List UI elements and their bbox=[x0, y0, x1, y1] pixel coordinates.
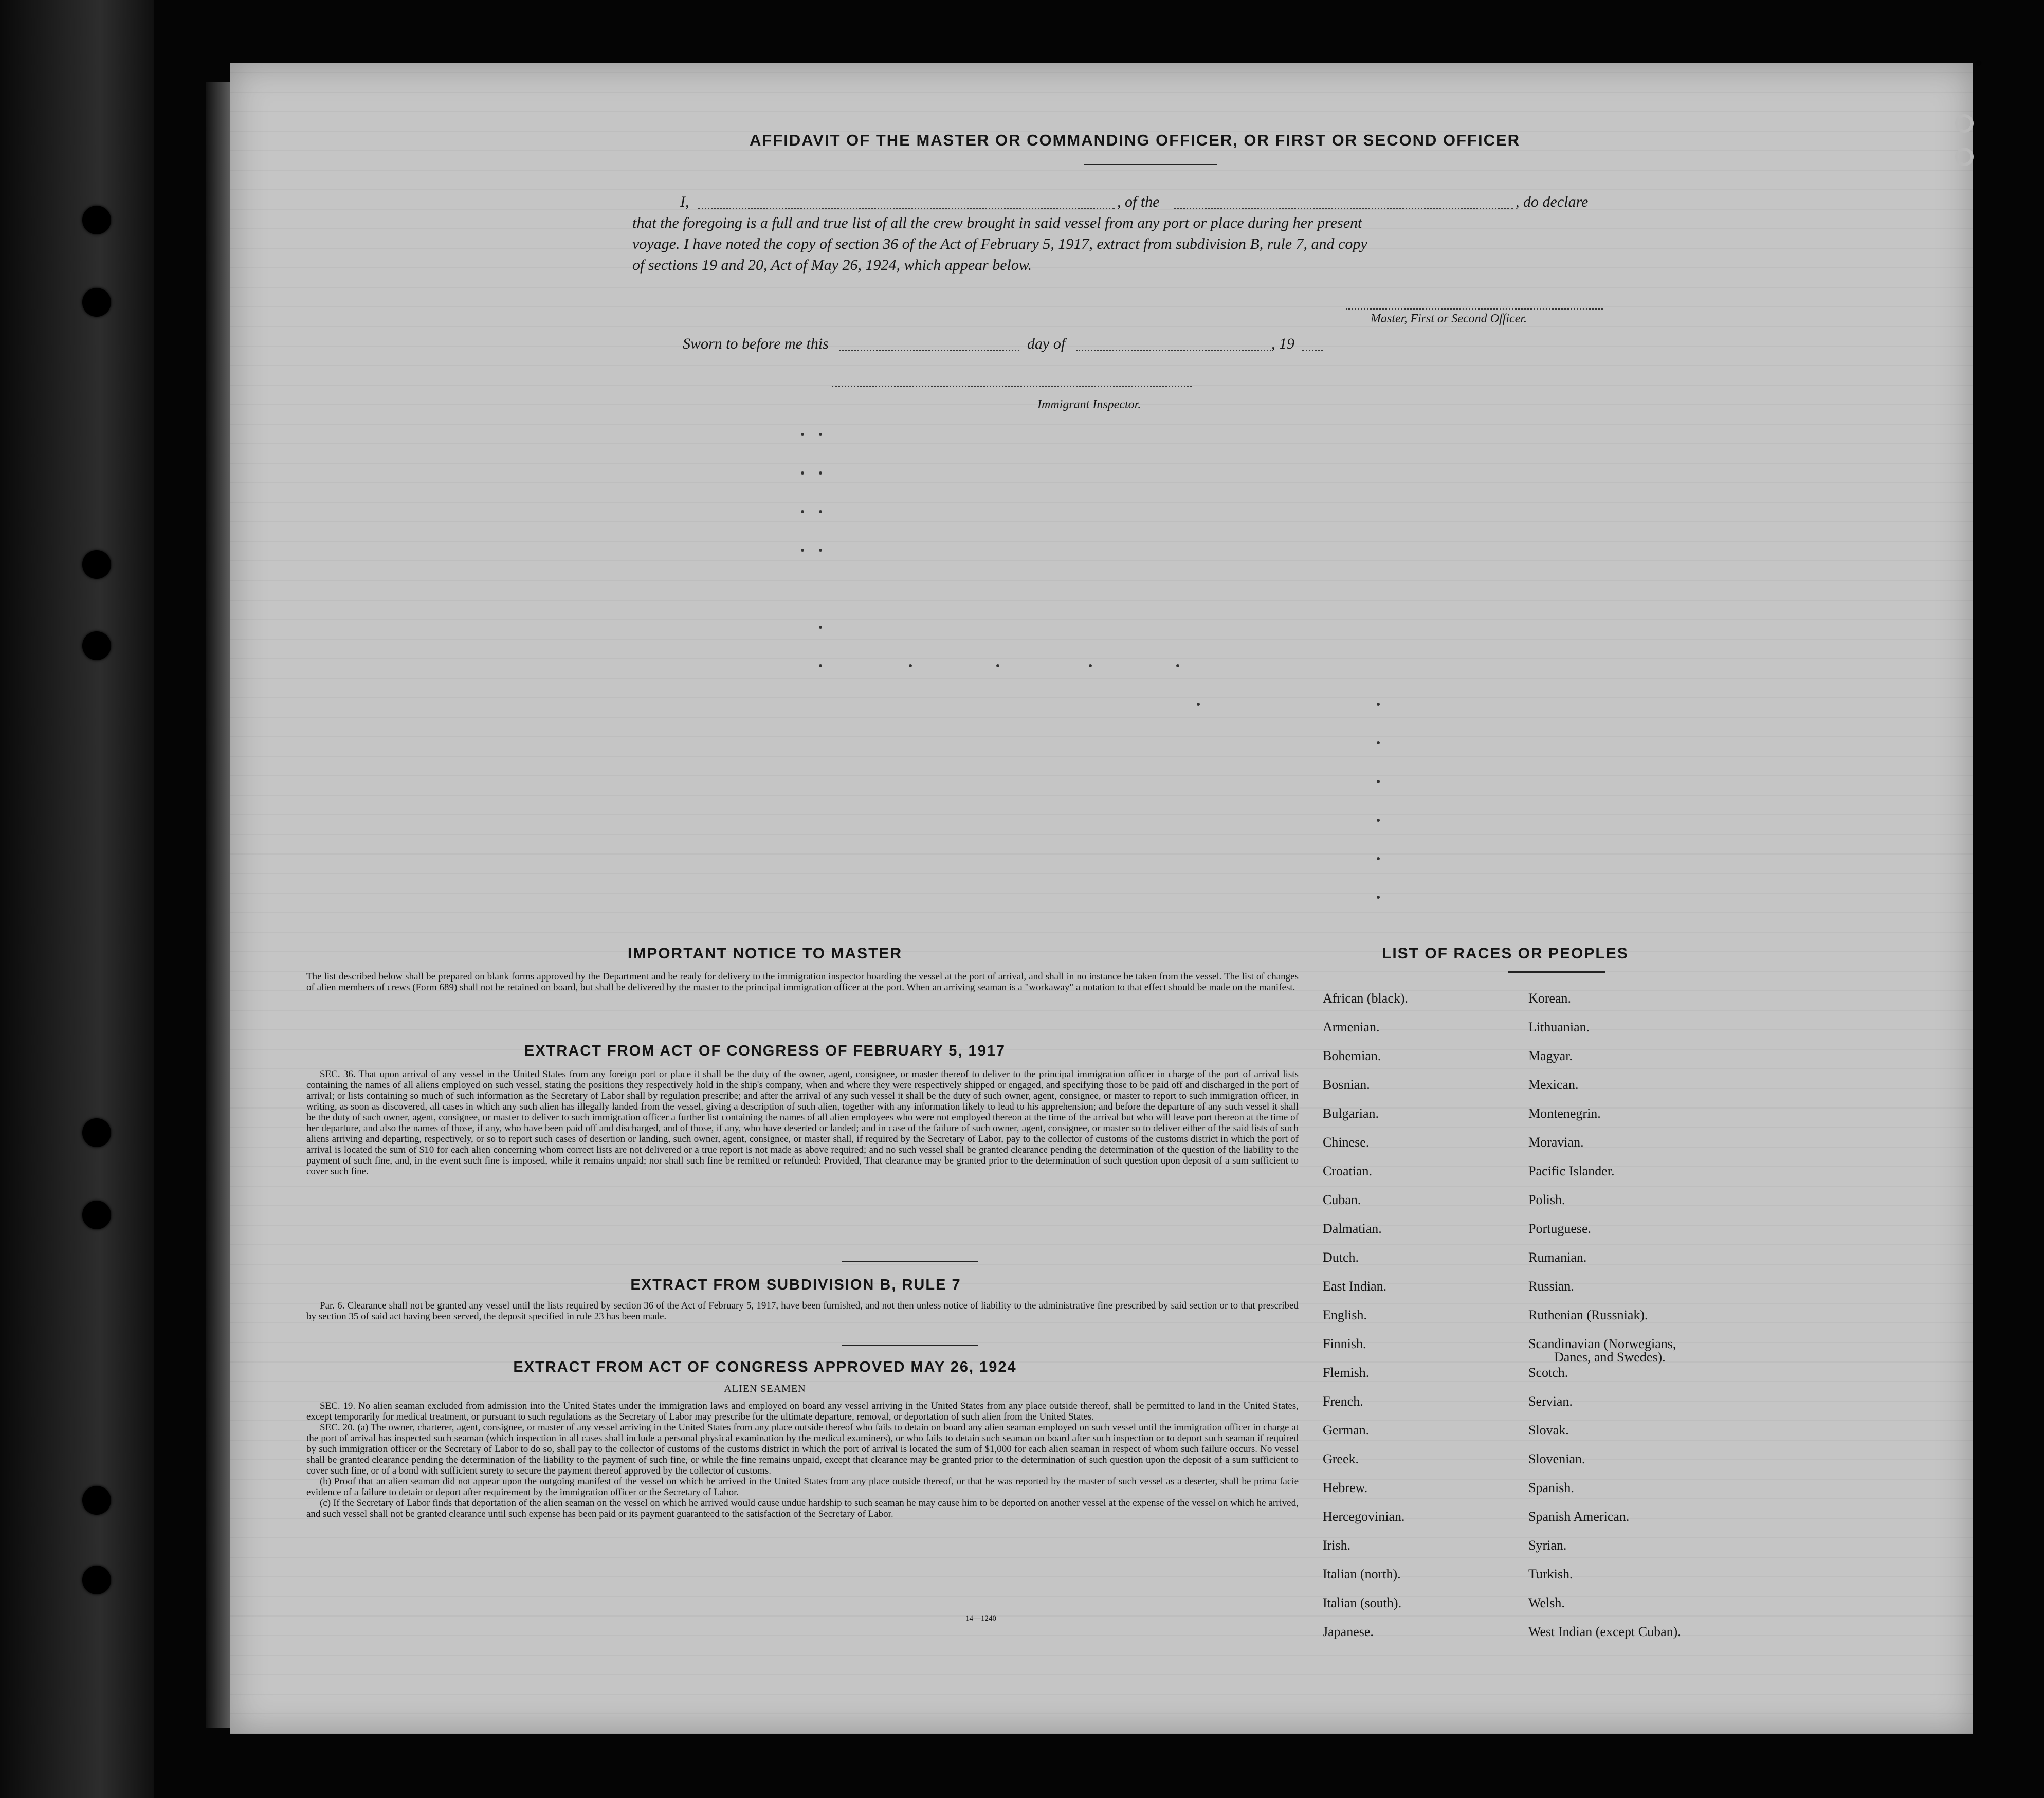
binding-hole bbox=[82, 1118, 111, 1147]
races-heading-rule bbox=[1508, 971, 1605, 973]
mark bbox=[819, 549, 822, 552]
extract-1917-heading: EXTRACT FROM ACT OF CONGRESS OF FEBRUARY 5, 1917 bbox=[524, 1043, 1006, 1059]
race-left: Irish. bbox=[1323, 1538, 1351, 1553]
race-row bbox=[1323, 1451, 1755, 1480]
binding-hole bbox=[82, 1486, 111, 1515]
mark bbox=[819, 664, 822, 667]
race-row bbox=[1323, 1365, 1755, 1394]
extract-1924-body bbox=[306, 1401, 1299, 1519]
races-table bbox=[1323, 991, 1755, 1653]
race-left: Dalmatian. bbox=[1323, 1221, 1382, 1236]
race-left: Dutch. bbox=[1323, 1250, 1359, 1265]
race-right: Scotch. bbox=[1528, 1365, 1568, 1380]
race-row bbox=[1323, 1135, 1755, 1164]
race-left: Bohemian. bbox=[1323, 1048, 1381, 1063]
race-right: Montenegrin. bbox=[1528, 1106, 1601, 1121]
race-right: Portuguese. bbox=[1528, 1221, 1592, 1236]
form-number: 14—1240 bbox=[965, 1614, 996, 1623]
race-right: Turkish. bbox=[1528, 1567, 1573, 1582]
race-right: Russian. bbox=[1528, 1279, 1574, 1294]
race-left: Japanese. bbox=[1323, 1624, 1374, 1639]
race-left: Cuban. bbox=[1323, 1192, 1361, 1207]
affidavit-heading: AFFIDAVIT OF THE MASTER OR COMMANDING OFFICER, OR FIRST OR SECOND OFFICER bbox=[750, 131, 1521, 149]
race-row bbox=[1323, 1221, 1755, 1250]
race-right bbox=[1528, 1336, 1755, 1365]
day-of-label: day of bbox=[1027, 335, 1066, 352]
mark bbox=[1176, 664, 1179, 667]
race-left: Chinese. bbox=[1323, 1135, 1370, 1150]
race-left: Croatian. bbox=[1323, 1164, 1373, 1178]
race-left: Italian (north). bbox=[1323, 1567, 1401, 1582]
race-right: Servian. bbox=[1528, 1394, 1573, 1409]
race-left: African (black). bbox=[1323, 991, 1409, 1006]
race-row bbox=[1323, 1423, 1755, 1451]
race-right: Polish. bbox=[1528, 1192, 1565, 1207]
binding-hole bbox=[82, 1566, 111, 1594]
inspector-signature-line[interactable] bbox=[832, 386, 1192, 387]
mark bbox=[1377, 780, 1380, 783]
i-label: I, bbox=[680, 193, 689, 210]
mark bbox=[1377, 896, 1380, 899]
notice-text: The list described below shall be prepared on blank forms approved by the Department and be ready for delivery to the immigration inspector boarding the vessel at the port of arrival, and shall in no instance be taken from the vessel. The list of changes of alien members of crews (Form 689) shall not be retained on board, but shall be delivered by the master to the principal immigration officer at the port. When an arriving seaman is a "workaway" a notation to that effect should be made on the manifest. bbox=[306, 971, 1299, 993]
mark bbox=[801, 471, 804, 475]
race-row bbox=[1323, 1048, 1755, 1077]
year-prefix: , 19 bbox=[1271, 335, 1294, 352]
mark bbox=[819, 433, 822, 436]
mark bbox=[819, 510, 822, 513]
race-right-continuation: Danes, and Swedes). bbox=[1554, 1350, 1666, 1365]
extract-1917-rule bbox=[842, 1261, 978, 1262]
extract-rule7-text: Par. 6. Clearance shall not be granted any vessel until the lists required by section 36 of the Act of February 5, 1917, have been furnished, and not then unless notice of liability to the administrative fine prescribed by said section or to that prescribed by section 35 of said act having been served, the deposit specified in rule 23 has been made. bbox=[306, 1300, 1299, 1322]
race-left: Bulgarian. bbox=[1323, 1106, 1379, 1121]
race-row bbox=[1323, 1250, 1755, 1279]
mark bbox=[1377, 819, 1380, 822]
race-row bbox=[1323, 1279, 1755, 1307]
mark bbox=[819, 626, 822, 629]
race-right: Spanish. bbox=[1528, 1480, 1574, 1495]
race-right: Magyar. bbox=[1528, 1048, 1573, 1063]
race-row bbox=[1323, 991, 1755, 1020]
race-right: Pacific Islander. bbox=[1528, 1164, 1615, 1178]
race-right: Slovenian. bbox=[1528, 1451, 1585, 1466]
affidavit-line-3: voyage. I have noted the copy of section 36 of the Act of February 5, 1917, extract from subdivision B, rule 7, and copy bbox=[632, 235, 1367, 252]
sec-19: SEC. 19. No alien seaman excluded from admission into the United States under the immigration laws and employed on board any vessel arriving in the United States from any place outside thereof, shall be permitted to land in the United States, except temporarily for medical treatment, or pursuant to such regulations as the Secretary of Labor may prescribe for the ultimate departure, removal, or deportation of such alien from the United States. bbox=[306, 1401, 1299, 1422]
binding-hole bbox=[82, 288, 111, 317]
race-right: Spanish American. bbox=[1528, 1509, 1630, 1524]
master-signature-line[interactable] bbox=[1346, 308, 1603, 310]
race-row bbox=[1323, 1509, 1755, 1538]
sec-20c: (c) If the Secretary of Labor finds that deportation of the alien seaman on the vessel on which he arrived would cause undue hardship to such seaman he may cause him to be deported on another vessel at the expense of the vessel on which he arrived, and such vessel shall not be granted clearance until such expense has been paid or its payment guaranteed to the satisfaction of the Secretary of Labor. bbox=[306, 1498, 1299, 1519]
race-right: Rumanian. bbox=[1528, 1250, 1587, 1265]
mark bbox=[819, 471, 822, 475]
mark bbox=[1377, 741, 1380, 744]
race-row bbox=[1323, 1538, 1755, 1567]
race-left: East Indian. bbox=[1323, 1279, 1387, 1294]
race-left: Hebrew. bbox=[1323, 1480, 1368, 1495]
race-row bbox=[1323, 1336, 1755, 1365]
name-field[interactable] bbox=[698, 208, 1115, 209]
race-row bbox=[1323, 1394, 1755, 1423]
race-left: Bosnian. bbox=[1323, 1077, 1370, 1092]
binding-hole bbox=[82, 631, 111, 660]
race-left: Greek. bbox=[1323, 1451, 1359, 1466]
race-row bbox=[1323, 1624, 1755, 1653]
mark bbox=[801, 510, 804, 513]
sworn-day-field[interactable] bbox=[840, 350, 1019, 351]
vessel-field[interactable] bbox=[1174, 208, 1513, 209]
race-right: Ruthenian (Russniak). bbox=[1528, 1307, 1648, 1322]
notice-heading: IMPORTANT NOTICE TO MASTER bbox=[627, 945, 903, 962]
mark bbox=[801, 549, 804, 552]
ring-hole bbox=[1955, 148, 1974, 166]
race-row bbox=[1323, 1020, 1755, 1048]
race-row bbox=[1323, 1307, 1755, 1336]
extract-1917-text: SEC. 36. That upon arrival of any vessel in the United States from any foreign port or place it shall be the duty of the owner, agent, consignee, or master thereof to deliver to the principal immigration officer in charge of the port of arrival lists containing the names of all aliens employed on such vessel, stating the positions they respectively hold in the ship's company, when and where they were respectively shipped or engaged, and specifying those to be paid off and discharged in the port of arrival; or lists containing so much of such information as the Secretary of Labor shall by regulation prescribe; and after the arrival of any such vessel it shall be the duty of such owner, agent, consignee, or master to report to such immigration officer, in writing, as soon as discovered, all cases in which any such alien has illegally landed from the vessel, giving a description of such alien, together with any information likely to lead to his apprehension; and before the departure of any such vessel it shall be the duty of such owner, agent, consignee, or master to deliver to such immigration officer a further list containing the names of all alien employees who were not employed thereon at the time of the arrival but who will leave port thereon at the time of her departure, and also the names of those, if any, who have been paid off and discharged, and of those, if any, who have deserted or landed; and in case of the failure of such owner, agent, consignee, or master so to deliver either of the said lists of such aliens arriving and departing, respectively, or so to report such cases of desertion or landing, such owner, agent, consignee, or master shall, if required by the Secretary of Labor, pay to the collector of customs of the customs district in which the port of arrival is located the sum of $10 for each alien concerning whom correct lists are not delivered or a true report is not made as above required; and no such vessel shall be granted clearance pending the determination of the question of the liability to the payment of such fine, and, in the event such fine is imposed, while it remains unpaid; nor shall such fine be remitted or refunded: Provided, That clearance may be granted prior to the determination of such question upon deposit of a sum sufficient to cover such fine. bbox=[306, 1069, 1299, 1177]
sworn-year-field[interactable] bbox=[1302, 350, 1323, 351]
race-right: Slovak. bbox=[1528, 1423, 1569, 1438]
master-caption: Master, First or Second Officer. bbox=[1371, 312, 1527, 325]
race-right: Mexican. bbox=[1528, 1077, 1579, 1092]
mark bbox=[1377, 703, 1380, 706]
race-left: Armenian. bbox=[1323, 1020, 1380, 1034]
race-left: Hercegovinian. bbox=[1323, 1509, 1405, 1524]
affidavit-line-2: that the foregoing is a full and true list of all the crew brought in said vessel from any port or place during her present bbox=[632, 214, 1362, 231]
race-right: Moravian. bbox=[1528, 1135, 1584, 1150]
extract-1924-heading: EXTRACT FROM ACT OF CONGRESS APPROVED MAY 26, 1924 bbox=[513, 1359, 1017, 1375]
mark bbox=[1377, 857, 1380, 860]
races-heading: LIST OF RACES OR PEOPLES bbox=[1382, 945, 1629, 962]
race-row bbox=[1323, 1077, 1755, 1106]
race-right: West Indian (except Cuban). bbox=[1528, 1624, 1681, 1639]
race-left: German. bbox=[1323, 1423, 1370, 1438]
mark bbox=[801, 433, 804, 436]
race-left: Flemish. bbox=[1323, 1365, 1370, 1380]
race-row bbox=[1323, 1595, 1755, 1624]
race-row bbox=[1323, 1480, 1755, 1509]
do-declare-label: , do declare bbox=[1516, 193, 1589, 210]
binding-hole bbox=[82, 206, 111, 234]
race-right: Welsh. bbox=[1528, 1595, 1565, 1610]
race-row bbox=[1323, 1567, 1755, 1595]
sec-20b: (b) Proof that an alien seaman did not appear upon the outgoing manifest of the vessel on which he arrived in the United States from any place outside thereof, or that he was reported by the master of such vessel as a deserter, shall be prima facie evidence of a failure to detain or deport after requirement by the immigration officer or the Secretary of Labor. bbox=[306, 1476, 1299, 1498]
affidavit-line-4: of sections 19 and 20, Act of May 26, 1924, which appear below. bbox=[632, 257, 1032, 274]
inspector-caption: Immigrant Inspector. bbox=[1037, 398, 1141, 411]
scan-edge bbox=[0, 0, 154, 1798]
race-right: Syrian. bbox=[1528, 1538, 1567, 1553]
race-left: Italian (south). bbox=[1323, 1595, 1402, 1610]
race-right-label: Scandinavian (Norwegians, bbox=[1528, 1336, 1676, 1351]
race-left: English. bbox=[1323, 1307, 1367, 1322]
extract-rule7-rule bbox=[842, 1345, 978, 1346]
race-left: French. bbox=[1323, 1394, 1363, 1409]
race-row bbox=[1323, 1192, 1755, 1221]
ring-hole bbox=[1955, 114, 1974, 133]
mark bbox=[1089, 664, 1092, 667]
race-row bbox=[1323, 1164, 1755, 1192]
mark bbox=[909, 664, 912, 667]
binding-hole bbox=[82, 550, 111, 579]
sworn-month-field[interactable] bbox=[1076, 350, 1271, 351]
race-right: Korean. bbox=[1528, 991, 1572, 1006]
extract-1924-subheading: ALIEN SEAMEN bbox=[724, 1383, 806, 1394]
mark bbox=[996, 664, 999, 667]
extract-rule7-heading: EXTRACT FROM SUBDIVISION B, RULE 7 bbox=[630, 1277, 961, 1293]
of-the-label: , of the bbox=[1117, 193, 1160, 210]
binding-hole bbox=[82, 1201, 111, 1229]
race-left: Finnish. bbox=[1323, 1336, 1366, 1351]
mark bbox=[1197, 703, 1200, 706]
race-right: Lithuanian. bbox=[1528, 1020, 1590, 1034]
affidavit-heading-rule bbox=[1084, 164, 1217, 165]
sworn-label: Sworn to before me this bbox=[683, 335, 829, 352]
race-row bbox=[1323, 1106, 1755, 1135]
sec-20a: SEC. 20. (a) The owner, charterer, agent, consignee, or master of any vessel arriving in the United States from any place outside thereof who fails to detain on board any alien seaman employed on such vessel until the immigration officer in charge at the port of arrival has inspected such seaman (which inspection in all cases shall include a personal physical examination by the medical examiners), or who fails to detain such seaman on board after such inspection or to deport such seaman if required by such immigration officer or the Secretary of Labor to do so, shall pay to the collector of customs of the customs district in which the port of arrival is located the sum of $1,000 for each alien seaman in respect of whom such failure occurs. No vessel shall be granted clearance pending the determination of the liability to the payment of such fine, or while the fine remains unpaid, except that clearance may be granted prior to the determination of such question upon the deposit of a sum sufficient to cover such fine, or of a bond with sufficient surety to secure the payment thereof approved by the collector of customs. bbox=[306, 1422, 1299, 1476]
manifest-page bbox=[230, 63, 1973, 1734]
